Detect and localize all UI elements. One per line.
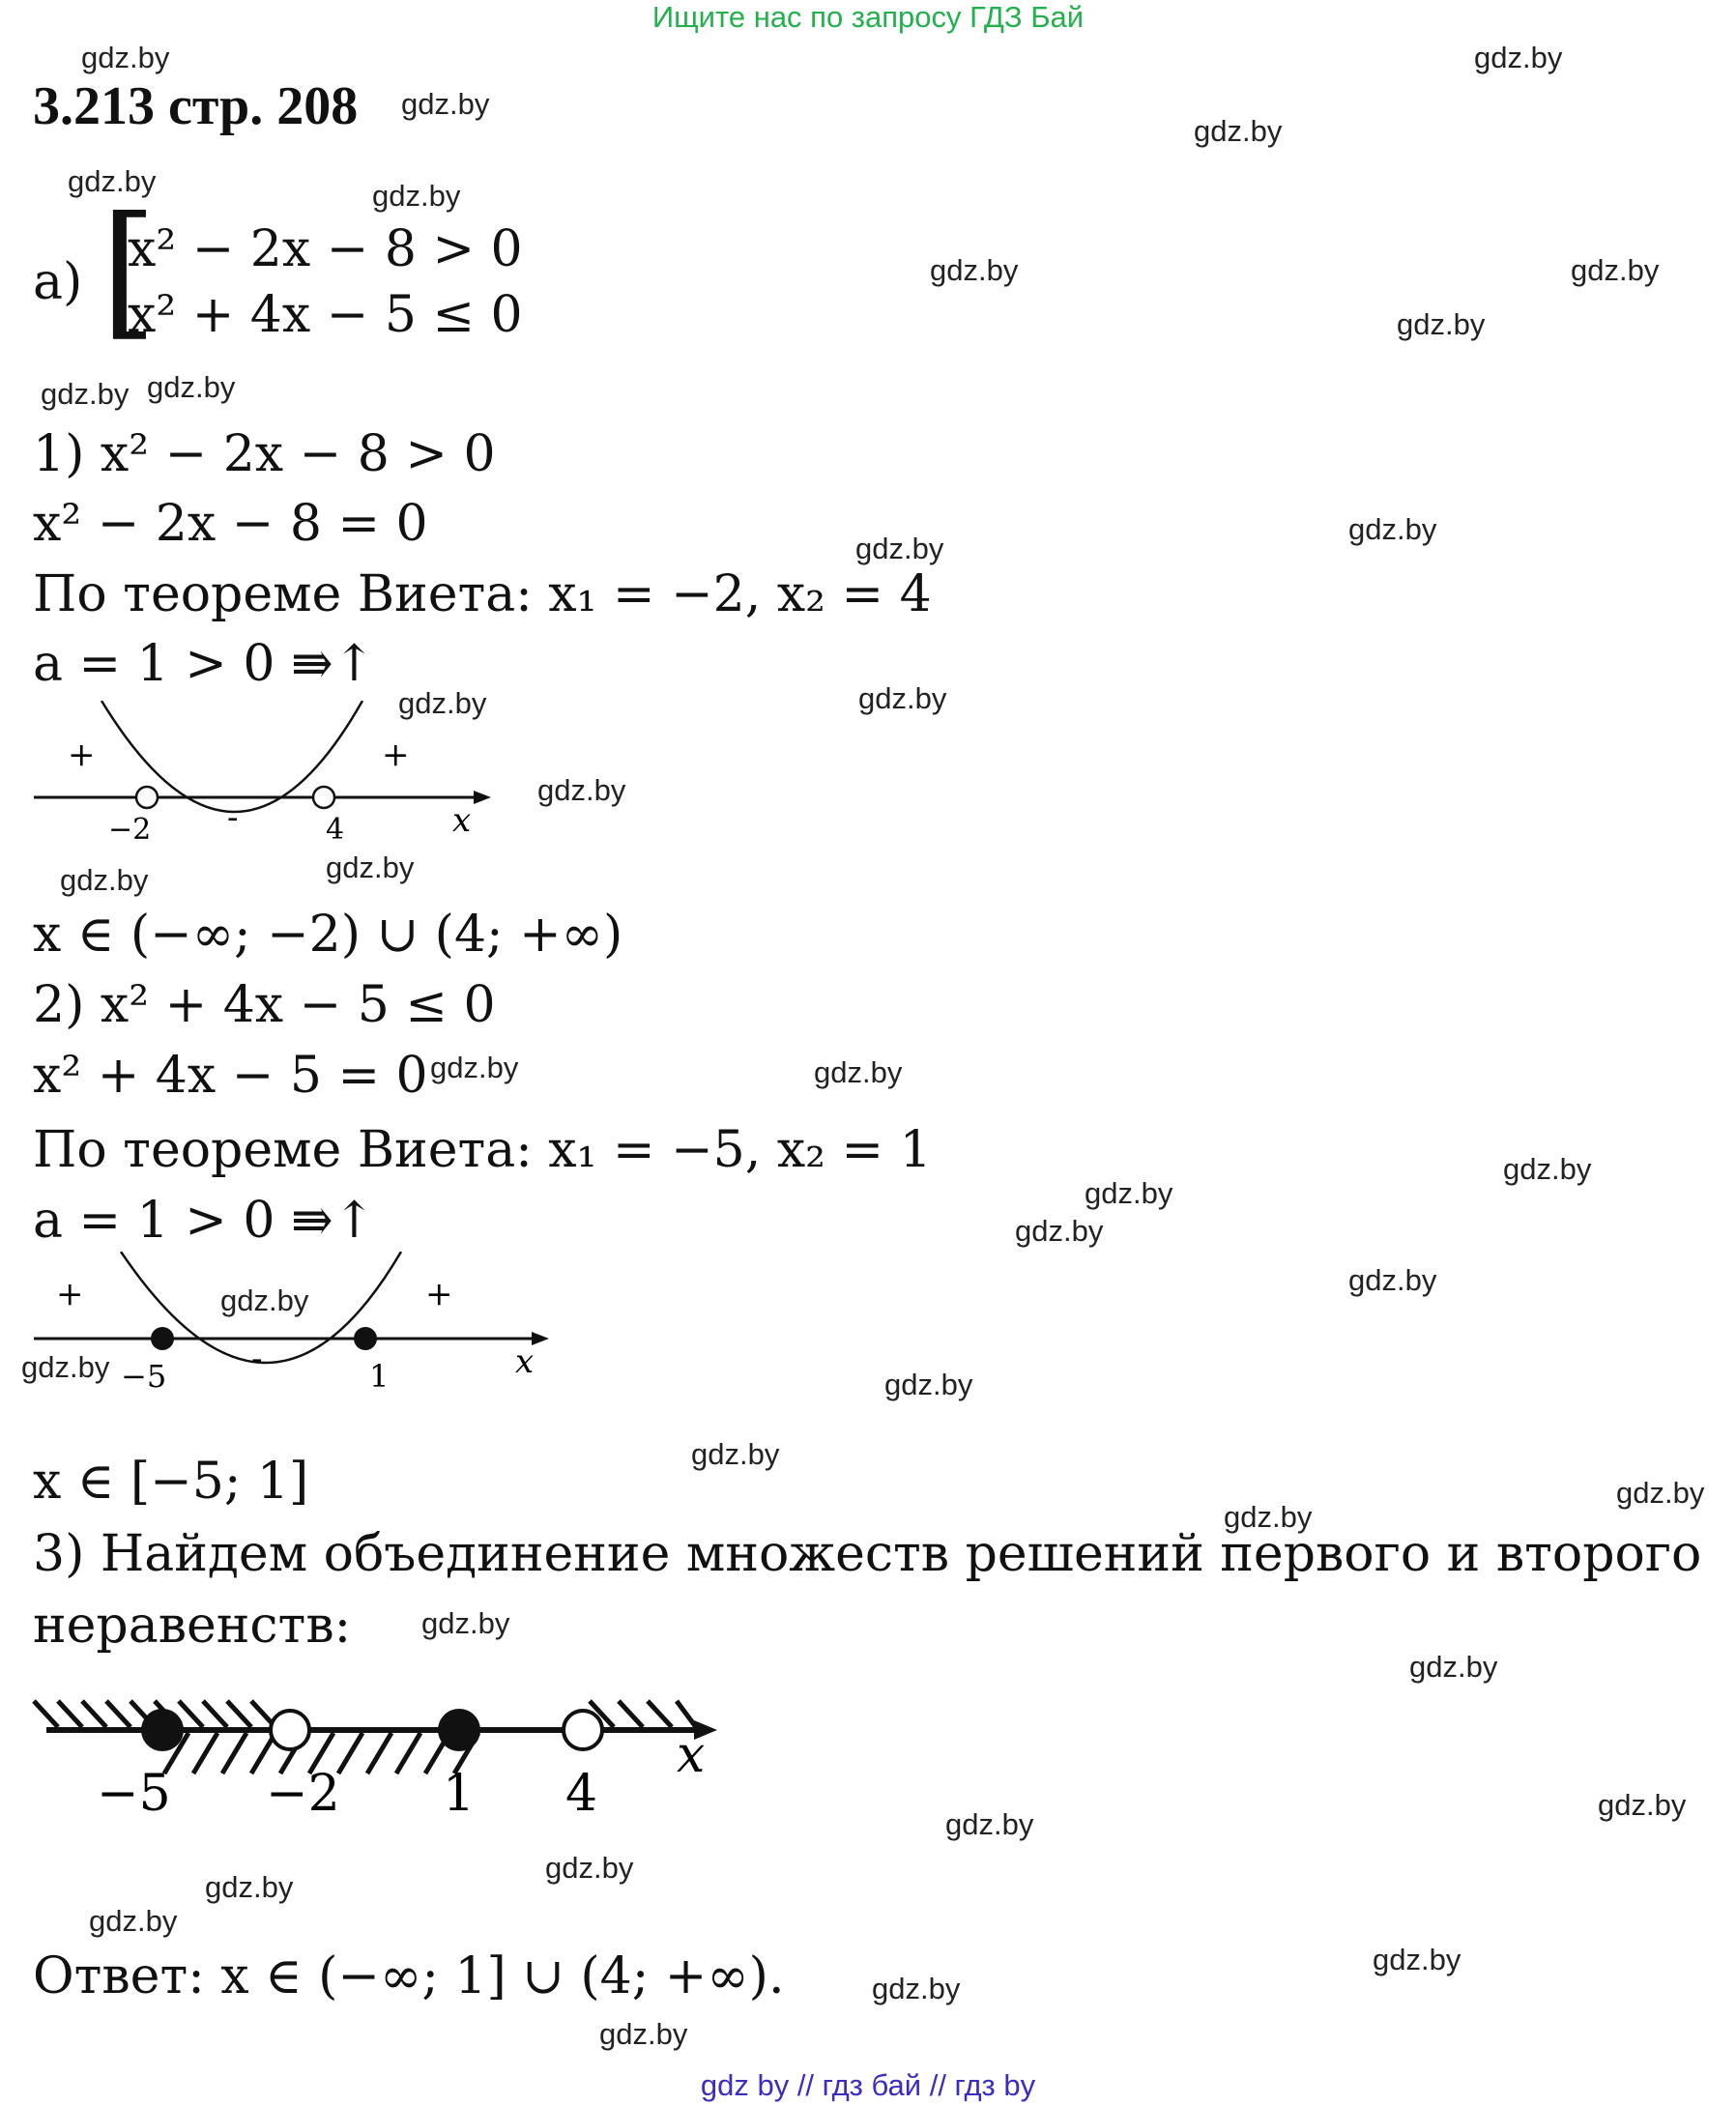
step1-vieta: По теореме Виета: x₁ = −2, x₂ = 4 [33, 565, 932, 623]
step1-answer: x ∈ (−∞; −2) ∪ (4; +∞) [33, 906, 623, 964]
filled-point-root2 [354, 1327, 377, 1350]
sign-plus-left: + [56, 1275, 84, 1313]
tick-t2: −2 [266, 1765, 340, 1823]
sign-minus: - [251, 1340, 263, 1378]
axis-label: x [677, 1726, 706, 1784]
axis-label: x [452, 801, 472, 840]
watermark[interactable]: gdz.by [1085, 1176, 1173, 1210]
watermark[interactable]: gdz.by [1409, 1650, 1498, 1684]
step1-equation: x² − 2x − 8 = 0 [33, 495, 428, 553]
tick-t3: 1 [443, 1765, 476, 1823]
open-point-root1 [136, 787, 158, 808]
filled-point-t1 [141, 1709, 184, 1751]
step1-parabola-graph [29, 701, 493, 879]
final-answer: Ответ: x ∈ (−∞; 1] ∪ (4; +∞). [33, 1947, 785, 2005]
watermark[interactable]: gdz.by [1474, 41, 1563, 74]
step2-equation: x² + 4x − 5 = 0 [33, 1047, 428, 1105]
footer-links[interactable]: gdz by // гдз бай // гдз by [700, 2068, 1036, 2102]
watermark[interactable]: gdz.by [858, 681, 947, 715]
sign-minus: - [227, 798, 239, 837]
watermark[interactable]: gdz.by [855, 532, 944, 565]
watermark[interactable]: gdz.by [691, 1437, 780, 1471]
step2-parabola-graph [29, 1252, 551, 1426]
tick-root2: 4 [326, 813, 345, 847]
watermark[interactable]: gdz.by [68, 164, 157, 198]
sign-plus-right: + [382, 735, 410, 774]
watermark[interactable]: gdz.by [545, 1851, 634, 1885]
tick-root1: −5 [121, 1358, 167, 1395]
watermark[interactable]: gdz.by [884, 1368, 973, 1401]
system-inequality-2: x² + 4x − 5 ≤ 0 [128, 286, 523, 344]
watermark[interactable]: gdz.by [1224, 1500, 1313, 1534]
open-point-root2 [313, 787, 334, 808]
watermark[interactable]: gdz.by [1373, 1943, 1461, 1976]
watermark[interactable]: gdz.by [372, 179, 461, 213]
step2-heading: 2) x² + 4x − 5 ≤ 0 [33, 976, 496, 1034]
watermark[interactable]: gdz.by [872, 1972, 961, 2005]
watermark[interactable]: gdz.by [205, 1870, 294, 1904]
open-point-t4 [564, 1711, 602, 1749]
watermark[interactable]: gdz.by [326, 851, 415, 884]
tick-t4: 4 [565, 1765, 598, 1823]
step1-heading: 1) x² − 2x − 8 > 0 [33, 425, 496, 483]
axis-label: x [515, 1342, 535, 1381]
filled-point-root1 [151, 1327, 174, 1350]
watermark[interactable]: gdz.by [1397, 307, 1486, 341]
axis-arrow-icon [532, 1332, 549, 1345]
watermark[interactable]: gdz.by [1616, 1476, 1705, 1510]
watermark[interactable]: gdz.by [421, 1606, 510, 1640]
step1-coefficient: a = 1 > 0 ⇛↑ [33, 635, 376, 693]
top-banner[interactable]: Ищите нас по запросу ГДЗ Бай [651, 0, 1085, 34]
watermark[interactable]: gdz.by [1571, 253, 1660, 287]
square-bracket-icon: [ [101, 187, 158, 355]
step2-answer: x ∈ [−5; 1] [33, 1453, 309, 1511]
hatch-upper-right [590, 1701, 696, 1727]
watermark[interactable]: gdz.by [41, 377, 130, 411]
sign-plus-right: + [425, 1275, 453, 1313]
watermark[interactable]: gdz.by [1348, 512, 1437, 546]
watermark[interactable]: gdz.by [814, 1055, 903, 1089]
filled-point-t3 [438, 1709, 480, 1751]
union-number-line [29, 1677, 725, 1831]
watermark[interactable]: gdz.by [430, 1051, 519, 1084]
watermark[interactable]: gdz.by [1194, 114, 1283, 148]
step3-line2: неравенств: [33, 1597, 352, 1655]
open-point-t2 [271, 1711, 309, 1749]
axis-arrow-icon [474, 791, 491, 804]
watermark[interactable]: gdz.by [930, 253, 1019, 287]
watermark[interactable]: gdz.by [89, 1904, 178, 1938]
watermark[interactable]: gdz.by [147, 370, 236, 404]
tick-t1: −5 [97, 1765, 171, 1823]
part-label: а) [33, 253, 83, 311]
step3-line1: 3) Найдем объединение множеств решений первого и второго [33, 1525, 1702, 1583]
watermark[interactable]: gdz.by [599, 2017, 688, 2051]
watermark[interactable]: gdz.by [537, 773, 626, 807]
watermark[interactable]: gdz.by [60, 863, 149, 897]
watermark[interactable]: gdz.by [1598, 1788, 1687, 1822]
tick-root2: 1 [369, 1358, 390, 1395]
watermark[interactable]: gdz.by [398, 686, 487, 720]
watermark[interactable]: gdz.by [220, 1283, 309, 1317]
watermark[interactable]: gdz.by [945, 1807, 1034, 1841]
watermark[interactable]: gdz.by [81, 41, 170, 74]
watermark[interactable]: gdz.by [1503, 1152, 1592, 1186]
watermark[interactable]: gdz.by [401, 87, 490, 121]
watermark[interactable]: gdz.by [1348, 1263, 1437, 1297]
step2-vieta: По теореме Виета: x₁ = −5, x₂ = 1 [33, 1121, 932, 1179]
sign-plus-left: + [68, 735, 96, 774]
watermark[interactable]: gdz.by [1015, 1214, 1104, 1248]
step2-coefficient: a = 1 > 0 ⇛↑ [33, 1192, 376, 1250]
problem-title: 3.213 стр. 208 [33, 76, 359, 136]
system-inequality-1: x² − 2x − 8 > 0 [128, 220, 523, 278]
watermark[interactable]: gdz.by [21, 1350, 110, 1384]
tick-root1: −2 [108, 813, 152, 847]
